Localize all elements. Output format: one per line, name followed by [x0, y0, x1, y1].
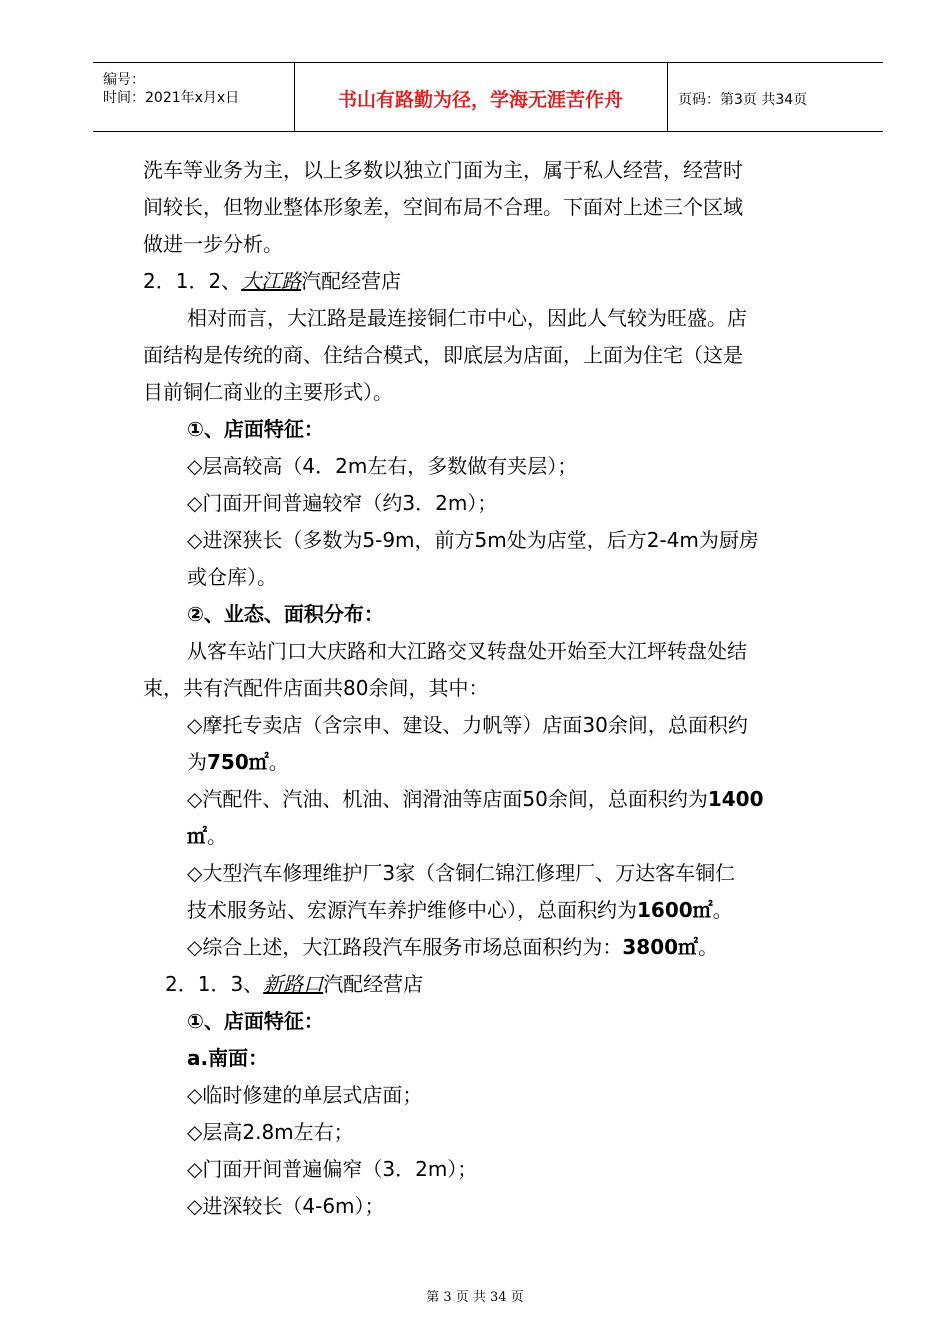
- bullet-item: ◇门面开间普遍偏窄（3．2m）；: [187, 1157, 478, 1181]
- bullet-item: ◇层高2.8m左右；: [187, 1120, 354, 1144]
- section-number: 2．1．3、: [165, 972, 264, 996]
- number-label: 编号：: [103, 72, 145, 88]
- section-title: 汽配经营店: [301, 269, 402, 293]
- paragraph-line: 从客车站门口大庆路和大江路交叉转盘处开始至大江坪转盘处结: [187, 639, 747, 663]
- bullet-item: [187, 932, 718, 962]
- text-span: ◇综合上述，大江路段汽车服务市场总面积约为：: [187, 935, 623, 959]
- bullet-item: ◇门面开间普遍较窄（约3．2m）；: [187, 491, 498, 515]
- time-label: 时间：2021年x月x日: [103, 90, 240, 106]
- area-unit: ㎡: [187, 824, 207, 848]
- paragraph-line: 相对而言，大江路是最连接铜仁市中心，因此人气较为旺盛。店: [187, 306, 747, 330]
- paragraph-line: 洗车等业务为主，以上多数以独立门面为主，属于私人经营，经营时: [143, 158, 743, 182]
- subheading: ①、店面特征：: [187, 417, 324, 441]
- text-span: 。: [698, 935, 719, 959]
- page-code: 页码：第3页 共34页: [678, 92, 808, 108]
- paragraph-line: [187, 895, 733, 925]
- motto: 书山有路勤为径，学海无涯苦作舟: [337, 89, 623, 111]
- section-heading-2-1-3: [165, 969, 423, 999]
- paragraph-line: [187, 747, 289, 777]
- paragraph-line: [187, 821, 227, 851]
- subheading: ①、店面特征：: [187, 1009, 324, 1033]
- paragraph-line: 面结构是传统的商、住结合模式，即底层为店面，上面为住宅（这是: [143, 343, 743, 367]
- paragraph-line: 或仓库）。: [187, 565, 277, 589]
- section-heading-2-1-2: [143, 266, 401, 296]
- section-title: 汽配经营店: [323, 972, 424, 996]
- page-header: [93, 62, 883, 132]
- area-value: 750㎡: [207, 750, 269, 774]
- bullet-item: ◇临时修建的单层式店面；: [187, 1083, 423, 1107]
- text-span: 。: [712, 898, 733, 922]
- text-span: ◇汽配件、汽油、机油、润滑油等店面50余间，总面积约为: [187, 787, 708, 811]
- area-value: 1600㎡: [637, 898, 713, 922]
- subheading: a.南面：: [187, 1046, 269, 1070]
- text-span: 。: [268, 750, 289, 774]
- header-motto-cell: [294, 63, 668, 131]
- bullet-item: ◇摩托专卖店（含宗申、建设、力帆等）店面30余间，总面积约: [187, 713, 748, 737]
- bullet-item: ◇层高较高（4．2m左右，多数做有夹层）；: [187, 454, 578, 478]
- paragraph-line: 做进一步分析。: [143, 232, 283, 256]
- area-value: 1400: [707, 787, 764, 811]
- paragraph-line: 束，共有汽配件店面共80余间，其中：: [143, 676, 489, 700]
- bullet-item: [187, 784, 764, 814]
- subheading: ②、业态、面积分布：: [187, 602, 384, 626]
- area-value: 3800㎡: [622, 935, 699, 959]
- paragraph-line: 目前铜仁商业的主要形式）。: [143, 380, 393, 404]
- text-span: 为: [187, 750, 207, 774]
- paragraph-line: 间较长，但物业整体形象差，空间布局不合理。下面对上述三个区域: [143, 195, 743, 219]
- bullet-item: ◇大型汽车修理维护厂3家（含铜仁锦江修理厂、万达客车铜仁: [187, 861, 736, 885]
- bullet-item: ◇进深较长（4-6m）；: [187, 1194, 385, 1218]
- text-span: 。: [207, 824, 227, 848]
- section-place: 大江路: [241, 269, 302, 293]
- header-page-cell: [668, 63, 883, 131]
- bullet-item: ◇进深狭长（多数为5-9m，前方5m处为店堂，后方2-4m为厨房: [187, 528, 759, 552]
- page-footer: 第 3 页 共 34 页: [426, 1290, 524, 1305]
- section-number: 2．1．2、: [143, 269, 242, 293]
- text-span: 技术服务站、宏源汽车养护维修中心），总面积约为: [187, 898, 637, 922]
- header-meta-cell: [93, 63, 295, 131]
- section-place: 新路口: [263, 972, 324, 996]
